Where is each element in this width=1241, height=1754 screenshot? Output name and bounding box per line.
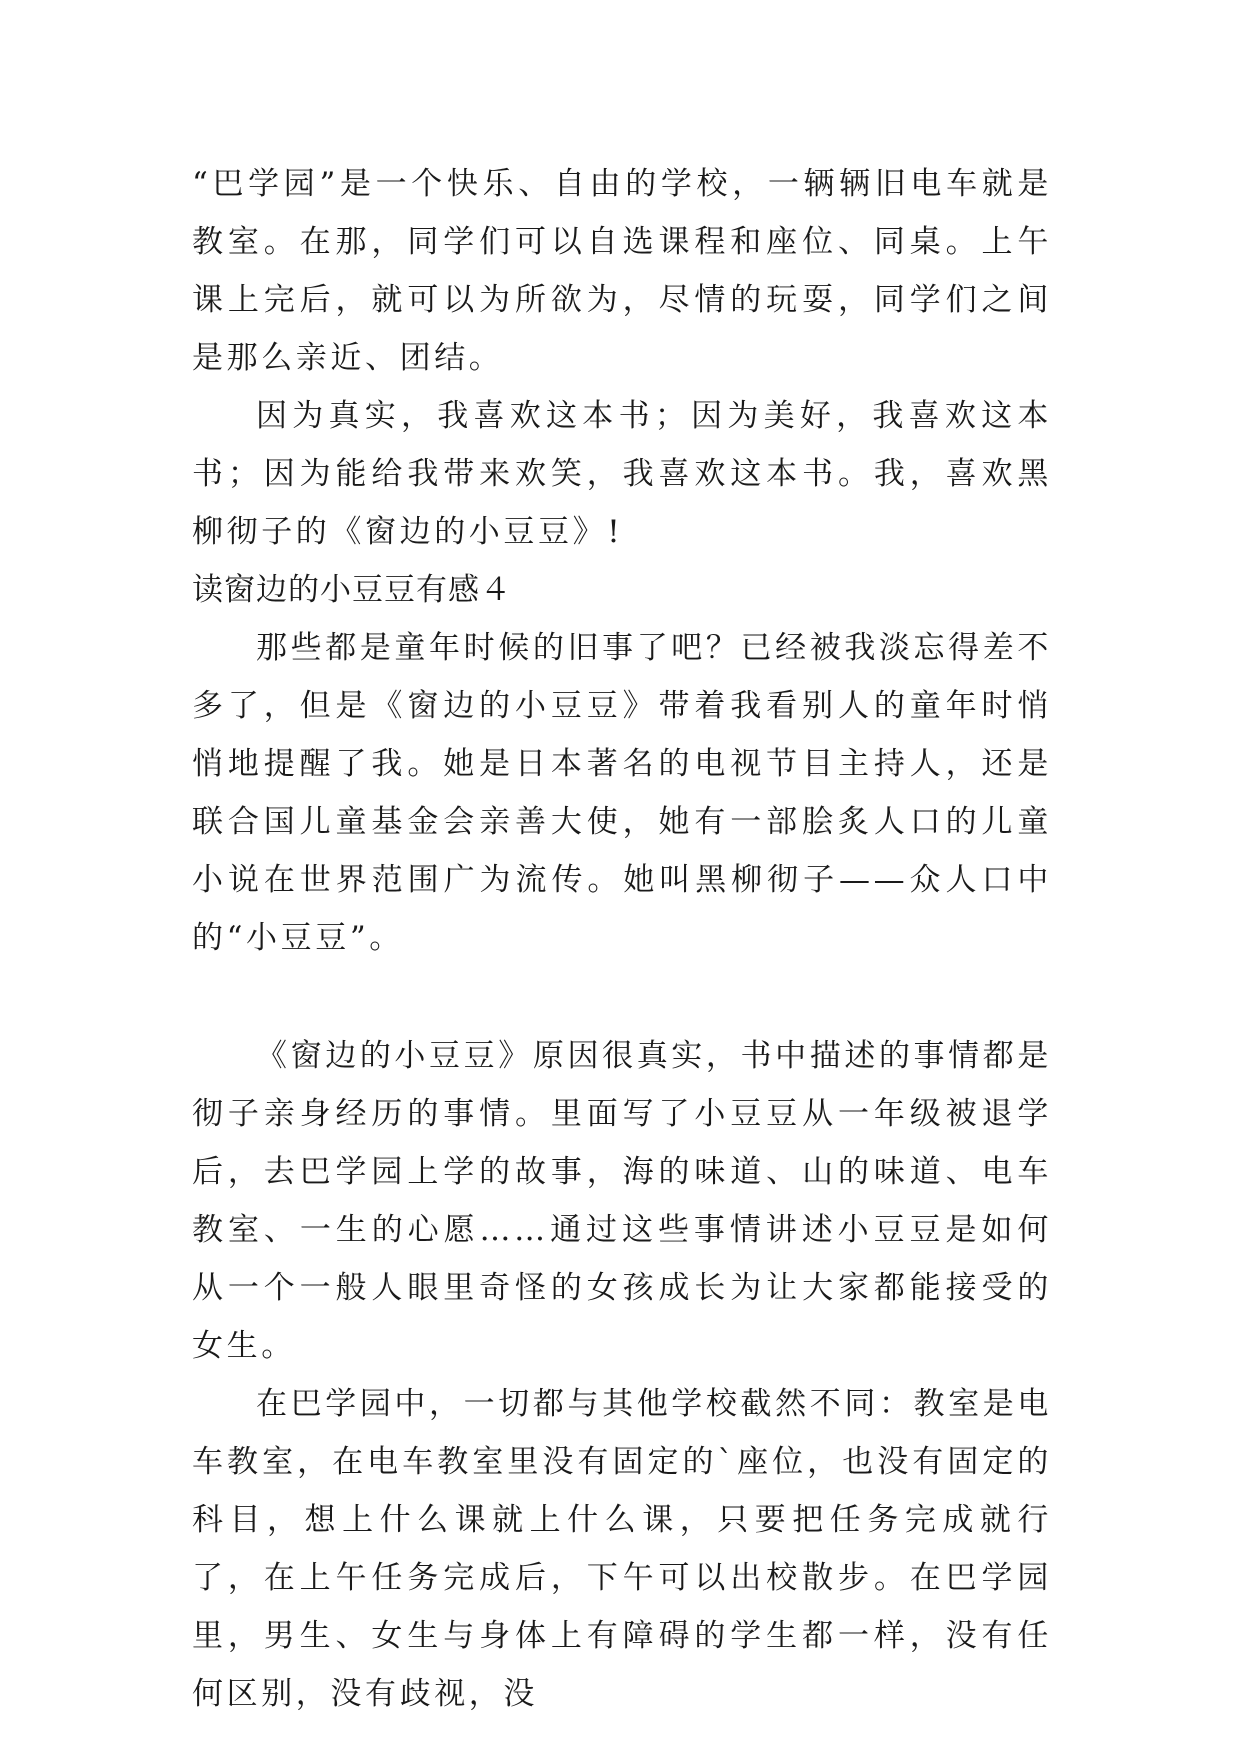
paragraph-bachuen-school: “巴学园”是一个快乐、自由的学校，一辆辆旧电车就是教室。在那，同学们可以自选课程和座位、同桌。上午课上完后，就可以为所欲为，尽情的玩耍，同学们之间是那么亲近、团结。 <box>192 166 1052 376</box>
paragraph-childhood-memories: 那些都是童年时候的旧事了吧？已经被我淡忘得差不多了，但是《窗边的小豆豆》带着我看别人的童年时悄悄地提醒了我。她是日本著名的电视节目主持人，还是联合国儿童基金会亲善大使，她有一部脍炙人口的儿童小说在世界范围广为流传。她叫黑柳彻子——众人口中的“小豆豆”。 <box>192 630 1052 956</box>
paragraph-book-true-story: 《窗边的小豆豆》原因很真实，书中描述的事情都是彻子亲身经历的事情。里面写了小豆豆从一年级被退学后，去巴学园上学的故事，海的味道、山的味道、电车教室、一生的心愿……通过这些事情讲述小豆豆是如何从一个一般人眼里奇怪的女孩成长为让大家都能接受的女生。 <box>192 1038 1052 1364</box>
document-body <box>192 155 1052 1723</box>
section-heading: 读窗边的小豆豆有感４ <box>192 572 512 608</box>
paragraph-why-i-like-book: 因为真实，我喜欢这本书；因为美好，我喜欢这本书；因为能给我带来欢笑，我喜欢这本书。我，喜欢黑柳彻子的《窗边的小豆豆》! <box>192 398 1052 550</box>
paragraph-tram-classroom: 在巴学园中，一切都与其他学校截然不同：教室是电车教室，在电车教室里没有固定的`座位，也没有固定的科目，想上什么课就上什么课，只要把任务完成就行了，在上午任务完成后，下午可以出校散步。在巴学园里，男生、女生与身体上有障碍的学生都一样，没有任何区别，没有歧视，没 <box>192 1386 1052 1712</box>
paragraph-spacer <box>192 967 1052 1027</box>
